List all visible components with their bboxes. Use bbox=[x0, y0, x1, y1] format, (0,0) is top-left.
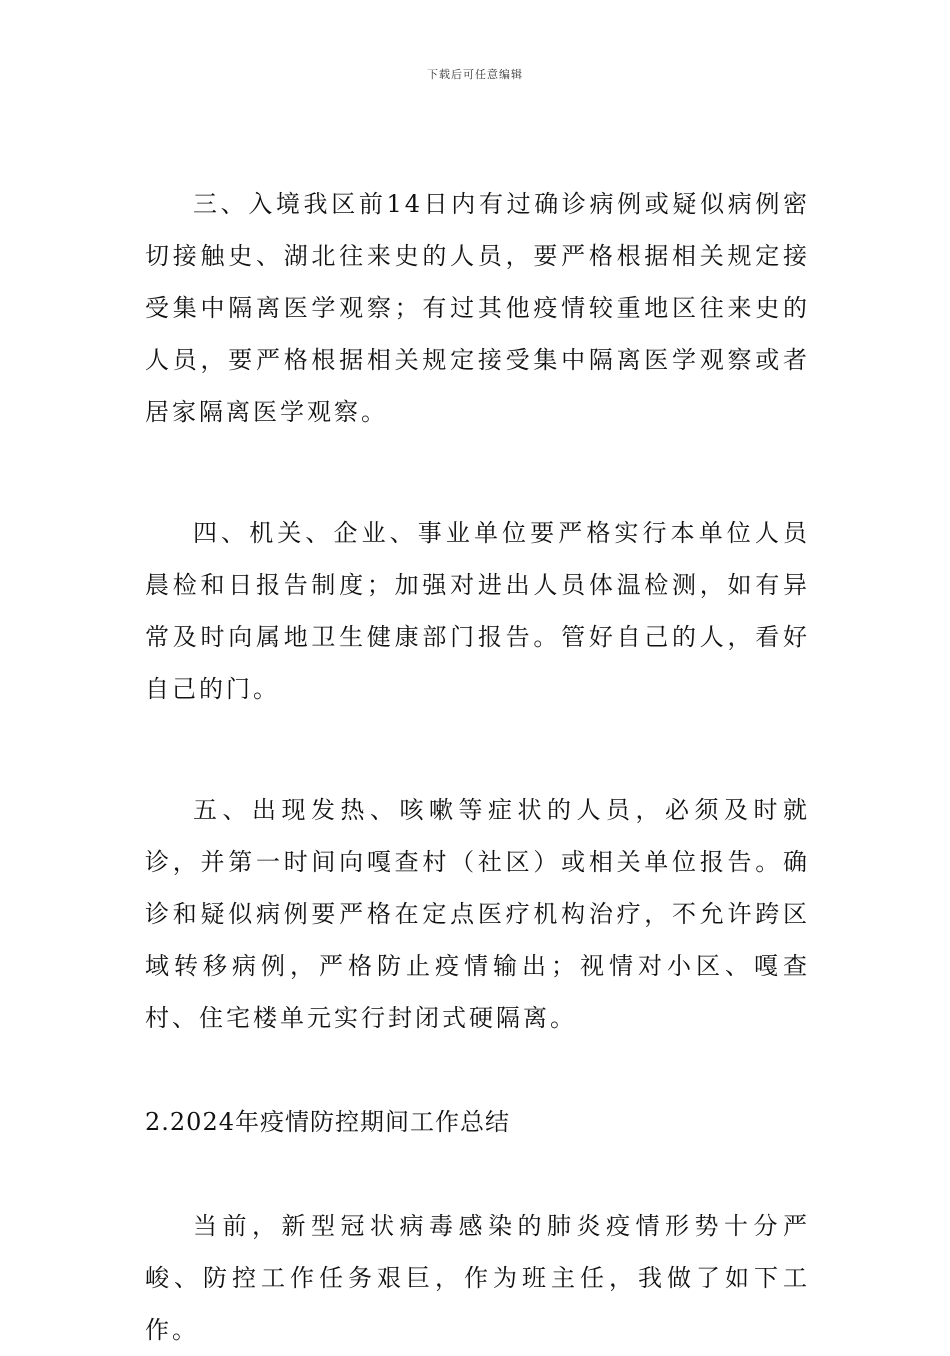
paragraph-spacer bbox=[145, 1044, 810, 1096]
section-heading: 2.2024年疫情防控期间工作总结 bbox=[145, 1108, 510, 1136]
page-header: 下载后可任意编辑 bbox=[427, 68, 523, 81]
paragraph-item-5: 五、出现发热、咳嗽等症状的人员，必须及时就诊，并第一时间向嘎查村（社区）或相关单位报告。确诊和疑似病例要严格在定点医疗机构治疗，不允许跨区域转移病例，严格防止疫情输出；视情对小区、嘎查村、住宅楼单元实行封闭式硬隔离。 bbox=[145, 796, 810, 1032]
paragraph-spacer bbox=[145, 438, 810, 507]
paragraph-item-3: 三、入境我区前14日内有过确诊病例或疑似病例密切接触史、湖北往来史的人员，要严格根据相关规定接受集中隔离医学观察；有过其他疫情较重地区往来史的人员，要严格根据相关规定接受集中隔离医学观察或者居家隔离医学观察。 bbox=[145, 190, 810, 426]
document-body bbox=[145, 178, 810, 1356]
paragraph-spacer bbox=[145, 1148, 810, 1200]
paragraph-item-4: 四、机关、企业、事业单位要严格实行本单位人员晨检和日报告制度；加强对进出人员体温检测，如有异常及时向属地卫生健康部门报告。管好自己的人，看好自己的门。 bbox=[145, 519, 810, 703]
paragraph-intro: 当前，新型冠状病毒感染的肺炎疫情形势十分严峻、防控工作任务艰巨，作为班主任，我做了如下工作。 bbox=[145, 1212, 810, 1344]
paragraph-spacer bbox=[145, 715, 810, 784]
